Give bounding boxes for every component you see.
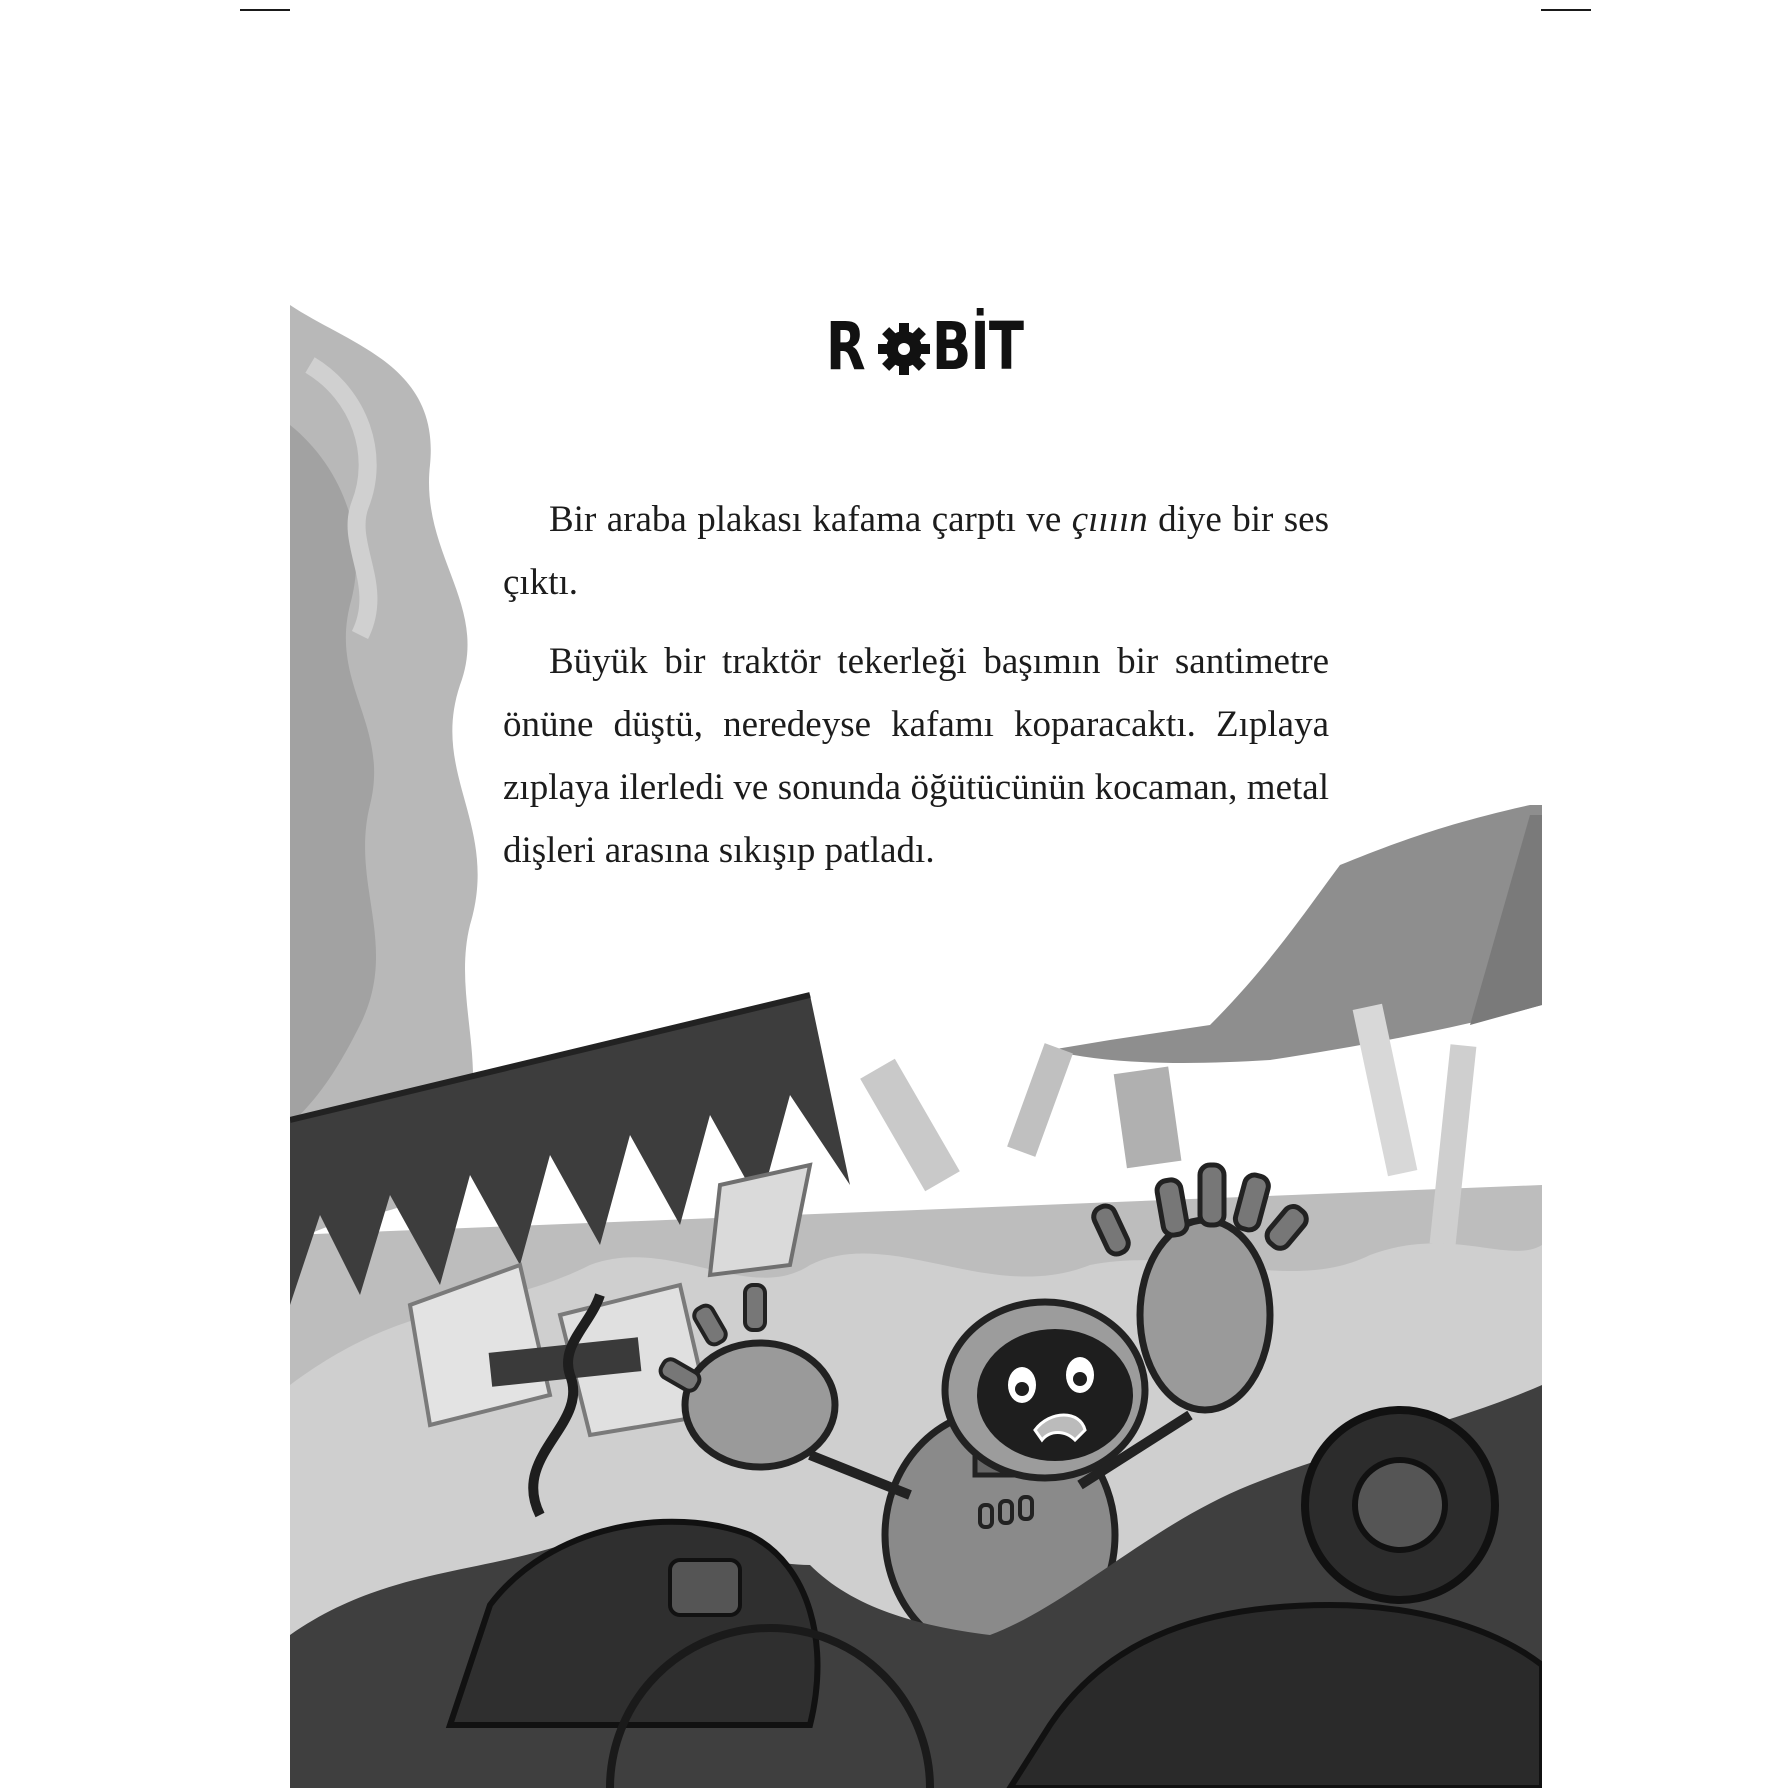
vent-grille bbox=[670, 1560, 740, 1615]
logo-text-left: R bbox=[826, 308, 865, 385]
paragraph-1-after: diye bir ses çıktı. bbox=[503, 499, 1330, 603]
paragraph-2: Büyük bir traktör tekerleği başımın bir santimetre önüne düştü, neredeyse kafamı koparacaktı. Zıplaya zıplaya ilerledi ve sonunda öğütücünün kocaman, metal dişleri arasına sıkışıp patladı. bbox=[503, 641, 1329, 871]
story-text bbox=[503, 488, 1329, 898]
sound-effect-text: çıııın bbox=[1071, 499, 1148, 540]
plank bbox=[1114, 1067, 1182, 1169]
plank bbox=[860, 1059, 960, 1192]
logo-text-right: BİT bbox=[931, 308, 1024, 385]
robot-hand-right bbox=[1140, 1220, 1270, 1410]
plank bbox=[1007, 1043, 1073, 1157]
paragraph-1 bbox=[503, 488, 1329, 614]
book-logo bbox=[826, 308, 1029, 385]
crop-mark-right bbox=[1541, 9, 1591, 11]
robot-hand-left bbox=[685, 1343, 835, 1467]
paragraph-1-before: Bir araba plakası kafama çarptı ve bbox=[549, 499, 1072, 540]
gear-icon bbox=[878, 319, 930, 375]
robot-face-screen bbox=[977, 1329, 1133, 1461]
crop-mark-left bbox=[240, 9, 290, 11]
